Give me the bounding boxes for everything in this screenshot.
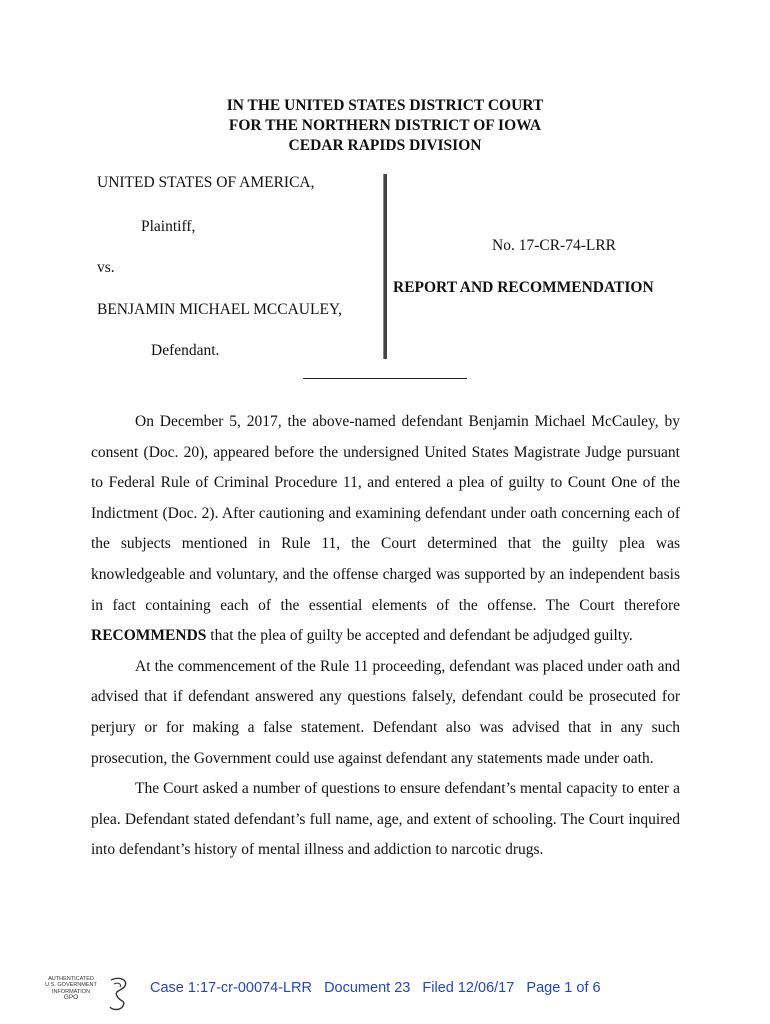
gpo-logo-line-1: AUTHENTICATED xyxy=(48,976,94,982)
gpo-logo-text xyxy=(34,976,108,1001)
court-header-line-1: IN THE UNITED STATES DISTRICT COURT xyxy=(226,97,544,114)
gpo-logo-line-4: GPO xyxy=(63,993,79,1001)
recommends-emphasis: RECOMMENDS xyxy=(91,627,207,645)
court-header-line-3: CEDAR RAPIDS DIVISION xyxy=(288,137,482,154)
defendant-party: BENJAMIN MICHAEL MCCAULEY, xyxy=(97,301,342,318)
page-footer xyxy=(0,976,770,1012)
gpo-logo-line-3: INFORMATION xyxy=(51,988,91,995)
plaintiff-label: Plaintiff, xyxy=(141,218,196,235)
court-header xyxy=(0,96,770,156)
case-filing-stamp: Case 1:17-cr-00074-LRR Document 23 Filed 12/06/17 Page 1 of 6 xyxy=(150,980,601,996)
case-number: No. 17-CR-74-LRR xyxy=(492,237,616,254)
gpo-logo-line-2: U.S. GOVERNMENT xyxy=(45,982,97,989)
paragraph-2: At the commencement of the Rule 11 proceeding, defendant was placed under oath and advised that if defendant answered any questions falsely, defendant could be prosecuted for perjury or for making a false statement. Defendant also was advised that in any such prosecution, the Government could use against defendant any statements made under oath. xyxy=(91,657,680,767)
eagle-icon xyxy=(108,976,130,1012)
paragraph-1-text-b: that the plea of guilty be accepted and defendant be adjudged guilty. xyxy=(206,627,633,645)
versus-label: vs. xyxy=(97,259,115,276)
defendant-label: Defendant. xyxy=(151,342,220,359)
paragraph-1-text-a: On December 5, 2017, the above-named defendant Benjamin Michael McCauley, by consent (Doc. 20), appeared before the undersigned United States Magistrate Judge pursuant to Federal Rule of Criminal Procedure 11, and entered a plea of guilty to Count One of the Indictment (Doc. 2). After cautioning and examining defendant under oath concerning each of the subjects mentioned in Rule 11, the Court determined that the guilty plea was knowledgeable and voluntary, and the offense charged was supported by an independent basis in fact containing each of the essential elements of the offense. The Court therefore xyxy=(91,413,680,614)
gpo-authentication-logo xyxy=(34,976,130,1012)
plaintiff-party: UNITED STATES OF AMERICA, xyxy=(97,174,315,191)
document-title: REPORT AND RECOMMENDATION xyxy=(393,279,654,296)
caption-divider xyxy=(383,174,387,359)
paragraph-1 xyxy=(91,407,680,652)
court-header-line-2: FOR THE NORTHERN DISTRICT OF IOWA xyxy=(228,117,542,134)
document-body xyxy=(91,407,680,866)
paragraph-3: The Court asked a number of questions to ensure defendant’s mental capacity to enter a plea. Defendant stated defendant’s full name, age, and extent of schooling. The Court inquired into defendant’s history of mental illness and addiction to narcotic drugs. xyxy=(91,780,680,859)
caption-rule xyxy=(303,378,467,379)
